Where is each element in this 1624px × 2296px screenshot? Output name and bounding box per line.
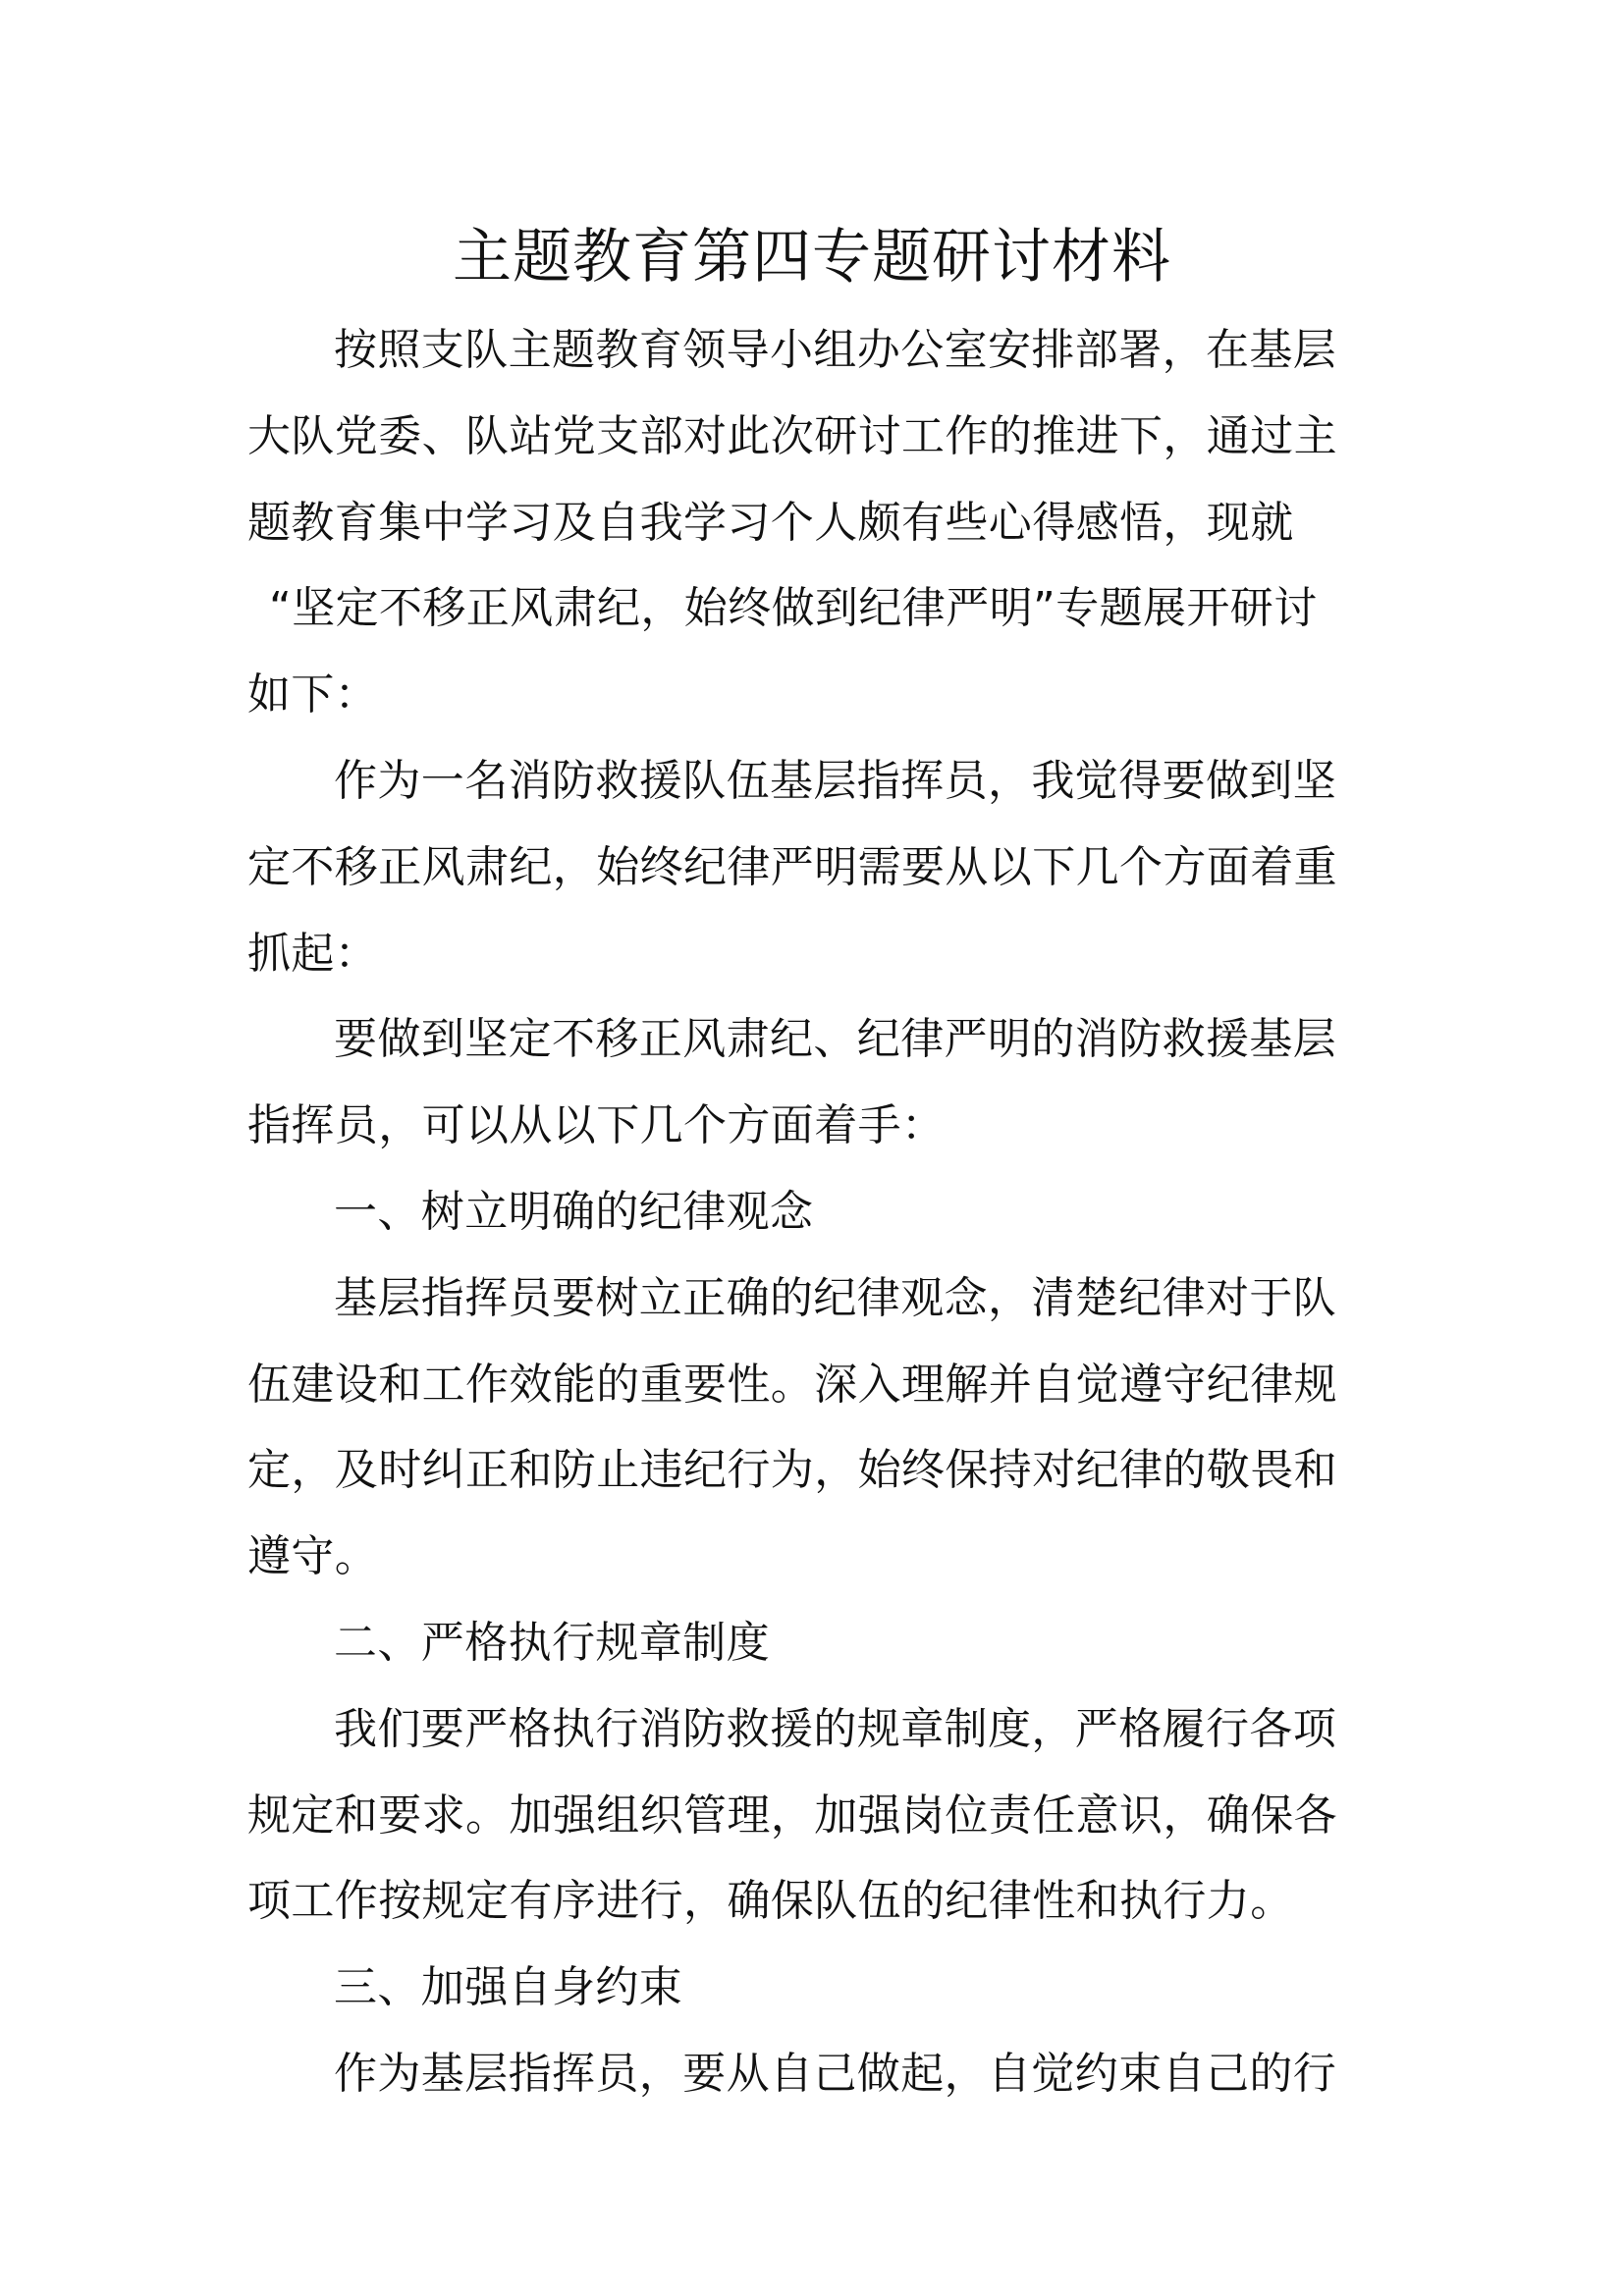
section-1-line-1: 基层指挥员要树立正确的纪律观念，清楚纪律对于队 — [334, 1272, 1337, 1323]
section-heading-3: 三、加强自身约束 — [334, 1962, 683, 2013]
paragraph-intro-line-3: 题教育集中学习及自我学习个人颇有些心得感悟，现就 — [247, 497, 1294, 548]
paragraph-approach-line-1: 要做到坚定不移正风肃纪、纪律严明的消防救援基层 — [334, 1014, 1337, 1065]
section-2-line-3: 项工作按规定有序进行，确保队伍的纪律性和执行力。 — [247, 1876, 1294, 1927]
section-3-line-1: 作为基层指挥员，要从自己做起，自觉约束自己的行 — [334, 2048, 1337, 2099]
paragraph-role-line-2: 定不移正风肃纪，始终纪律严明需要从以下几个方面着重 — [247, 841, 1337, 892]
document-title: 主题教育第四专题研讨材料 — [453, 223, 1171, 292]
section-heading-1: 一、树立明确的纪律观念 — [334, 1186, 814, 1237]
paragraph-role-line-3: 抓起： — [247, 928, 379, 979]
section-1-line-3: 定，及时纠正和防止违纪行为，始终保持对纪律的敬畏和 — [247, 1445, 1337, 1496]
section-2-line-2: 规定和要求。加强组织管理，加强岗位责任意识，确保各 — [247, 1789, 1337, 1841]
document-body — [247, 307, 1386, 2117]
section-2-line-1: 我们要严格执行消防救援的规章制度，严格履行各项 — [334, 1703, 1337, 1754]
paragraph-role-line-1: 作为一名消防救援队伍基层指挥员，我觉得要做到坚 — [334, 755, 1337, 806]
section-heading-2: 二、严格执行规章制度 — [334, 1617, 770, 1668]
section-1-line-2: 伍建设和工作效能的重要性。深入理解并自觉遵守纪律规 — [247, 1359, 1337, 1410]
paragraph-intro-line-4: “坚定不移正风肃纪，始终做到纪律严明”专题展开研讨 — [269, 583, 1318, 634]
paragraph-approach-line-2: 指挥员，可以从以下几个方面着手： — [247, 1100, 946, 1151]
paragraph-intro-line-1: 按照支队主题教育领导小组办公室安排部署，在基层 — [334, 325, 1337, 375]
paragraph-intro-line-2: 大队党委、队站党支部对此次研讨工作的推进下，通过主 — [247, 410, 1337, 461]
section-1-line-4: 遵守。 — [247, 1531, 379, 1582]
paragraph-intro-line-5: 如下： — [247, 669, 379, 721]
